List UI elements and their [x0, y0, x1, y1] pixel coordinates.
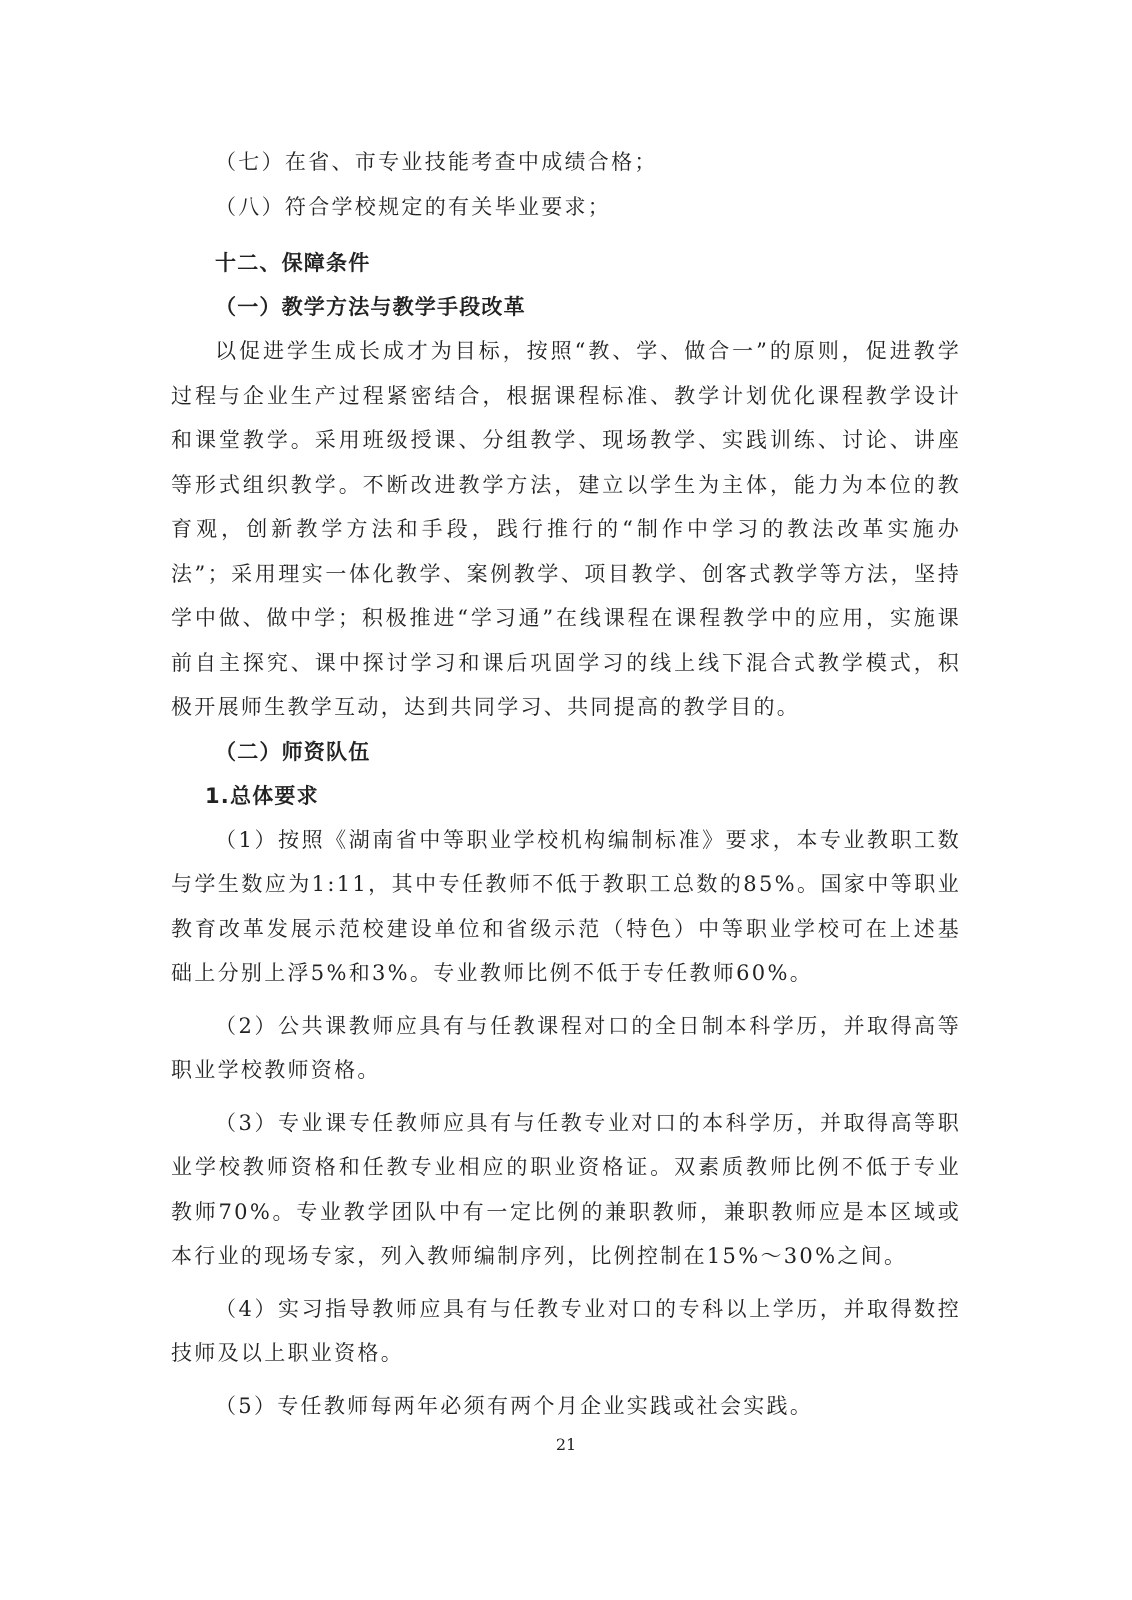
requirement-paragraph-1: （1）按照《湖南省中等职业学校机构编制标准》要求，本专业教职工数与学生数应为1:11，其中专任教师不低于教职工总数的85%。国家中等职业教育改革发展示范校建设单位和省级示范（特色）中等职业学校可在上述基础上分别上浮5%和3%。专业教师比例不低于专任教师60%。 — [171, 827, 961, 985]
list-item-eight: （八）符合学校规定的有关毕业要求； — [215, 194, 612, 219]
page-number: 21 — [555, 1435, 577, 1454]
requirement-paragraph-4: （4）实习指导教师应具有与任教专业对口的专科以上学历，并取得数控技师及以上职业资格。 — [171, 1296, 961, 1365]
list-item-seven: （七）在省、市专业技能考查中成绩合格； — [215, 150, 658, 174]
section-heading-guarantee-conditions: 十二、保障条件 — [215, 251, 371, 275]
sub-heading-general-requirements: 1.总体要求 — [205, 783, 319, 808]
subsection-heading-teaching-staff: （二）师资队伍 — [215, 739, 371, 764]
paragraph-teaching-methods: 以促进学生成长成才为目标，按照“教、学、做合一”的原则，促进教学过程与企业生产过程紧密结合，根据课程标准、教学计划优化课程教学设计和课堂教学。采用班级授课、分组教学、现场教学、实践训练、讨论、讲座等形式组织教学。不断改进教学方法，建立以学生为主体，能力为本位的教育观，创新教学方法和手段，践行推行的“制作中学习的教法改革实施办法”；采用理实一体化教学、案例教学、项目教学、创客式教学等方法，坚持学中做、做中学；积极推进“学习通”在线课程在课程教学中的应用，实施课前自主探究、课中探讨学习和课后巩固学习的线上线下混合式教学模式，积极开展师生教学互动，达到共同学习、共同提高的教学目的。 — [171, 339, 961, 719]
requirement-paragraph-2: （2）公共课教师应具有与任教课程对口的全日制本科学历，并取得高等职业学校教师资格。 — [171, 1013, 961, 1082]
document-body — [171, 140, 961, 1428]
requirement-paragraph-3: （3）专业课专任教师应具有与任教专业对口的本科学历，并取得高等职业学校教师资格和任教专业相应的职业资格证。双素质教师比例不低于专业教师70%。专业教学团队中有一定比例的兼职教师，兼职教师应是本区域或本行业的现场专家，列入教师编制序列，比例控制在15%～30%之间。 — [171, 1110, 961, 1268]
requirement-paragraph-5: （5）专任教师每两年必须有两个月企业实践或社会实践。 — [215, 1393, 814, 1418]
subsection-heading-teaching-methods: （一）教学方法与教学手段改革 — [215, 295, 526, 319]
